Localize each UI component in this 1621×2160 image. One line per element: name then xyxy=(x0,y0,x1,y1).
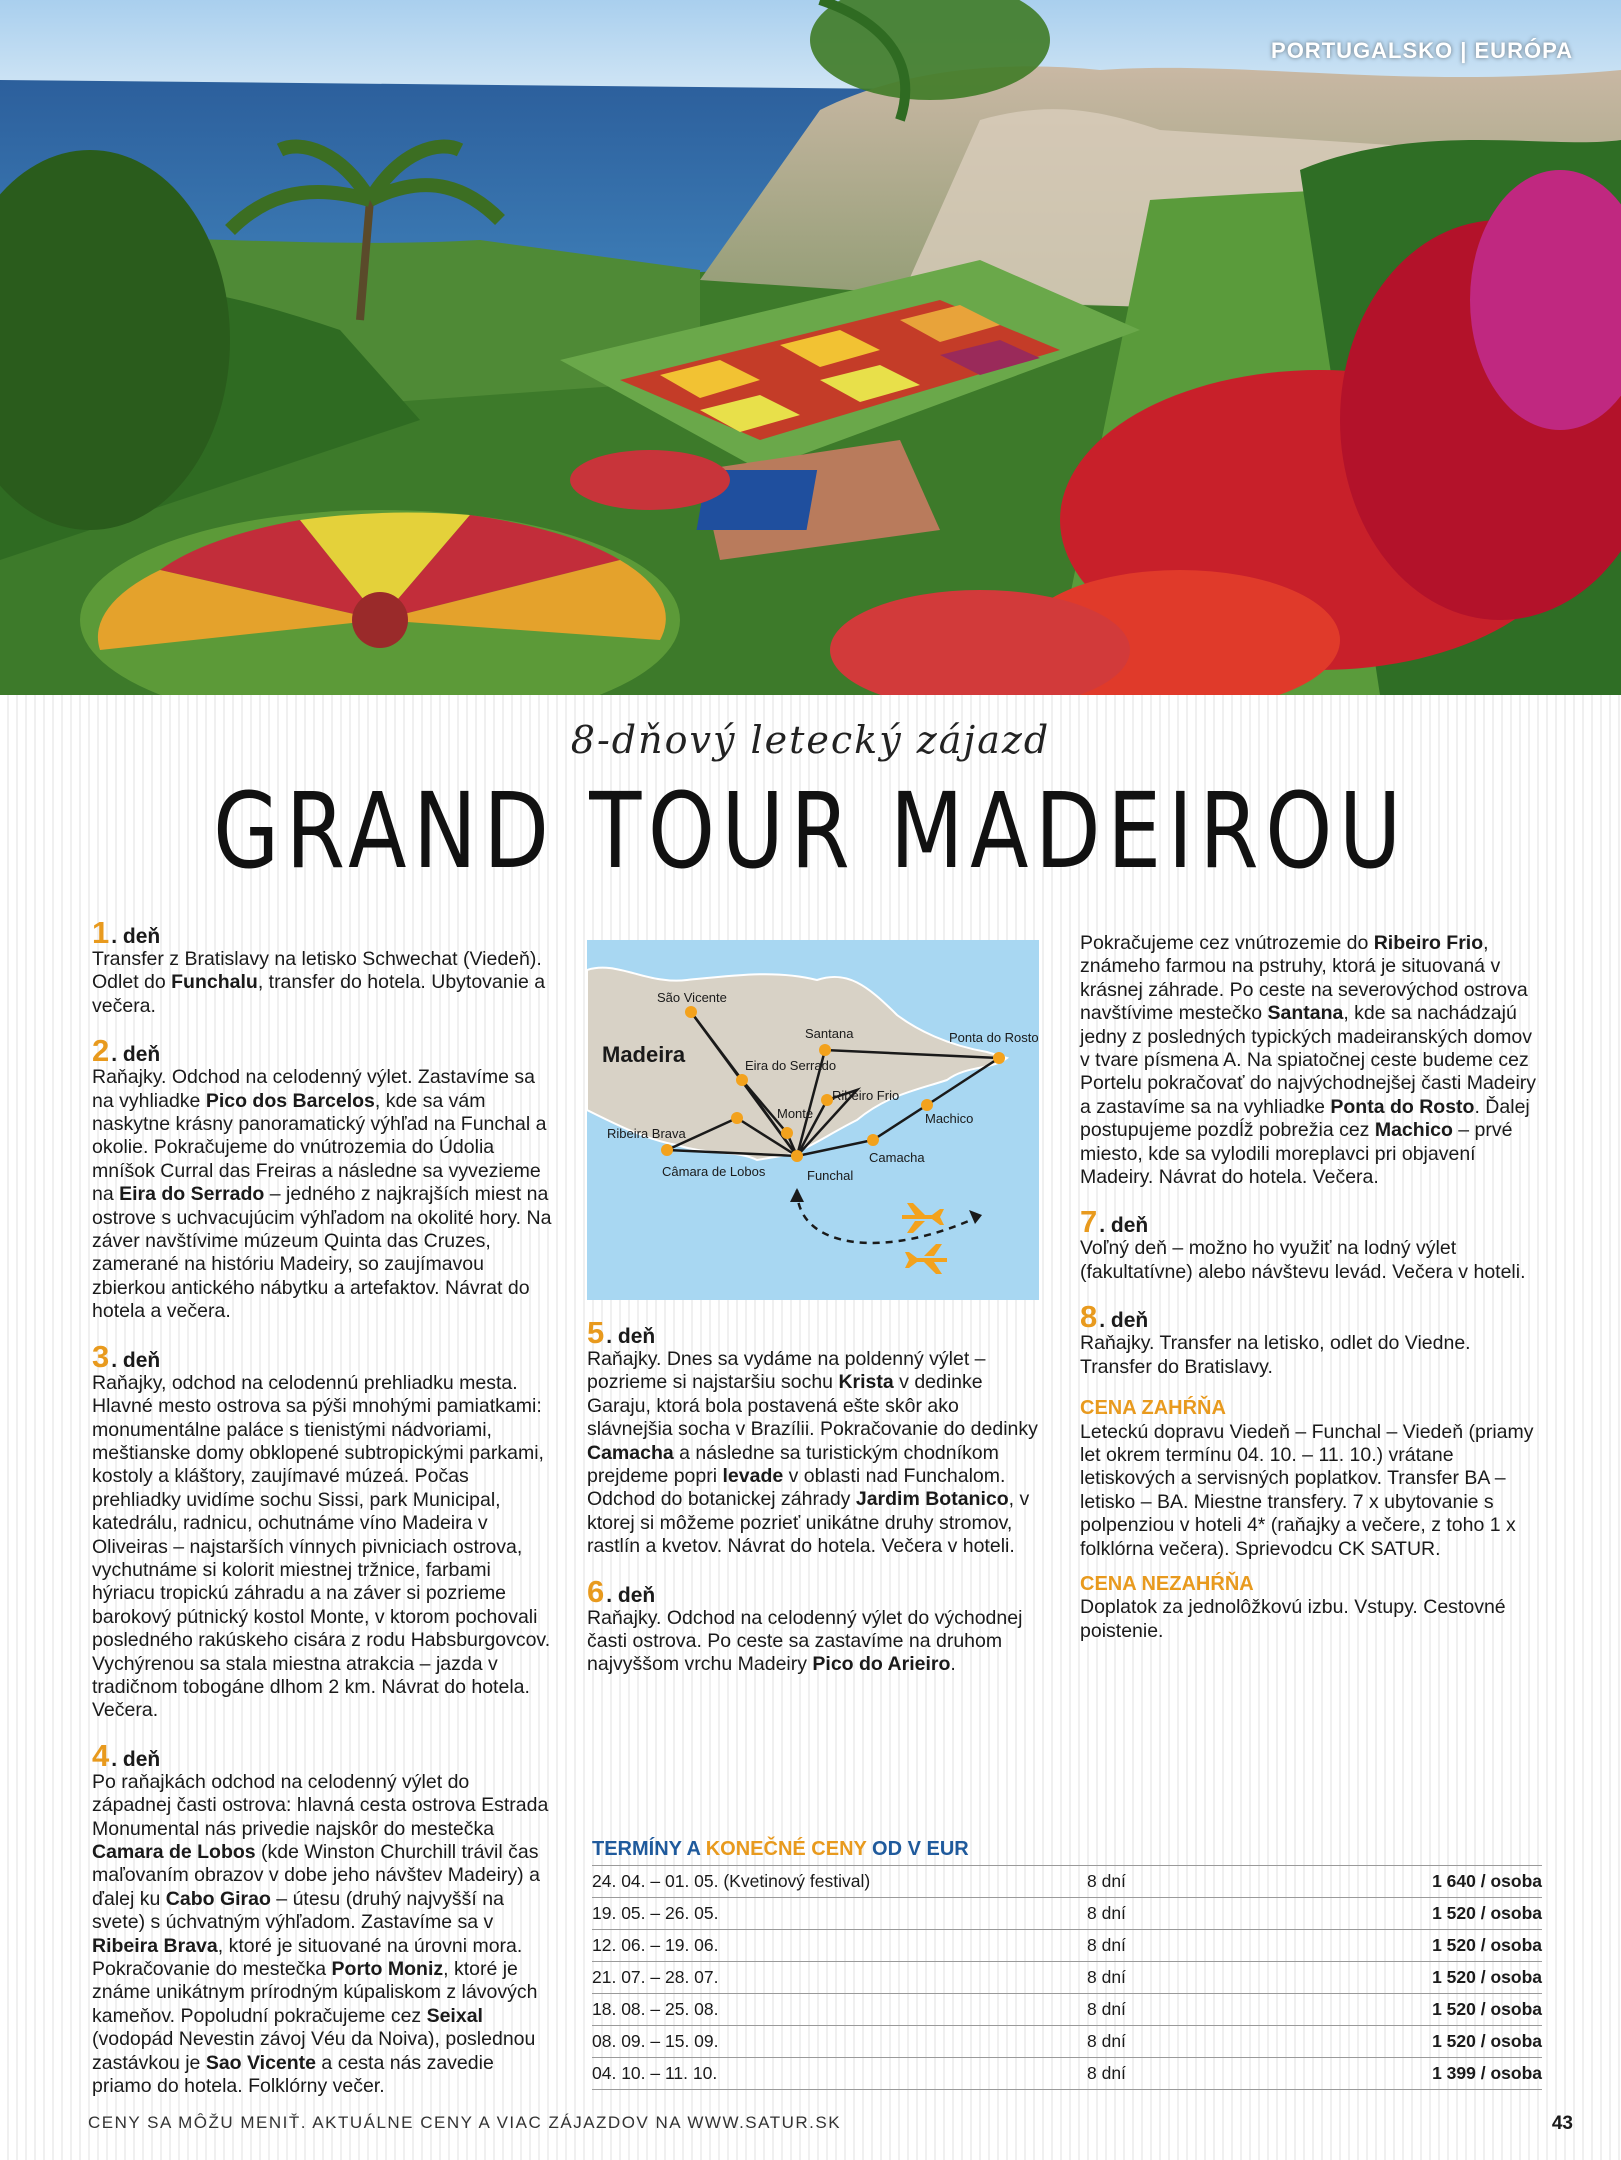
price-amount: 1 520 / osoba xyxy=(1287,1930,1542,1962)
label-camacha: Camacha xyxy=(869,1150,925,1165)
day-number: 8 xyxy=(1080,1299,1098,1335)
day-heading xyxy=(92,1033,552,1069)
place-highlight: Funchalu xyxy=(171,971,258,994)
price-duration: 8 dní xyxy=(1087,1898,1287,1930)
text-segment: v dedinke Garaju, ktorá bola postavená ešte skôr ako slávnejšia socha v Brazílii. Pokračovanie do dedinky xyxy=(587,1371,1038,1441)
column-right xyxy=(1080,932,1540,1643)
day-label: . deň xyxy=(606,1583,656,1607)
day-heading xyxy=(1080,1299,1540,1335)
day-heading xyxy=(92,1338,552,1374)
price-table-title xyxy=(592,1838,1542,1861)
price-row xyxy=(592,1930,1542,1962)
text-segment: , ktoré je známe unikátnym prírodným kúpaliskom z lávových kameňov. Popoludní pokračujeme cez xyxy=(92,1958,538,2027)
day-6-continued xyxy=(1080,932,1540,1189)
text-segment: Po raňajkách odchod na celodenný výlet do západnej časti ostrova: hlavná cesta ostrova Estrada Monumental nás privedie najskôr do mestečka xyxy=(92,1770,549,1840)
price-excludes-title: CENA NEZAHŔŇA xyxy=(1080,1572,1254,1595)
place-highlight: Pico dos Barcelos xyxy=(205,1089,375,1112)
text-segment: Pokračujeme cez vnútrozemie do xyxy=(1080,932,1374,954)
price-row xyxy=(592,1962,1542,1994)
price-date: 04. 10. – 11. 10. xyxy=(592,2058,1087,2090)
price-date: 12. 06. – 19. 06. xyxy=(592,1930,1087,1962)
price-row xyxy=(592,2026,1542,2058)
price-duration: 8 dní xyxy=(1087,1994,1287,2026)
day-text xyxy=(587,1607,1047,1677)
price-includes-text: Leteckú dopravu Viedeň – Funchal – Viedeň (priamy let okrem termínu 04. 10. – 11. 10.) vrátane letiskových a servisných poplatkov. Transfer BA – letisko – BA. Miestne transfery. 7 x ubytovanie s polpenziou v hoteli 4* (raňajky a večere, z toho 1 x folklórna večera). Sprievodcu CK SATUR. xyxy=(1080,1420,1534,1560)
text-segment: Raňajky. Transfer na letisko, odlet do Viedne. Transfer do Bratislavy. xyxy=(1080,1332,1471,1378)
price-excludes-text: Doplatok za jednolôžkovú izbu. Vstupy. Cestovné poistenie. xyxy=(1080,1596,1506,1642)
price-date: 21. 07. – 28. 07. xyxy=(592,1962,1087,1994)
day-text xyxy=(92,1066,552,1323)
day-text xyxy=(1080,932,1540,1189)
place-highlight: Camacha xyxy=(587,1441,674,1464)
day-heading xyxy=(1080,1204,1540,1240)
place-highlight: Eira do Serrado xyxy=(119,1183,265,1206)
day-label: . deň xyxy=(111,925,161,948)
day-heading xyxy=(587,1315,1047,1350)
text-segment: Transfer z Bratislavy na letisko Schwechat (Viedeň). Odlet do xyxy=(92,948,542,994)
place-highlight: Seixal xyxy=(426,2004,483,2027)
day-5 xyxy=(587,1315,1047,1559)
place-highlight: Ponta do Rosto xyxy=(1330,1095,1475,1118)
day-label: . deň xyxy=(1099,1214,1149,1238)
day-text xyxy=(92,1771,552,2099)
page-number: 43 xyxy=(1551,2113,1573,2134)
text-segment: – jedného z najkrajších miest na ostrove s uchvacujúcim výhľadom na okolité hory. Na záver navštívime múzeum Quinta das Cruzes, zamerané na históriu Madeiry, so zaujímavou zbierkou antického nábytku a artefaktov. Návrat do hotela a večera. xyxy=(92,1183,552,1323)
day-heading xyxy=(92,1737,552,1773)
day-text xyxy=(1080,1332,1540,1379)
point-ribeira-brava xyxy=(661,1144,673,1156)
day-text xyxy=(587,1348,1047,1559)
point-camara-de-lobos xyxy=(731,1112,743,1124)
label-camara-de-lobos: Câmara de Lobos xyxy=(662,1164,766,1179)
day-label: . deň xyxy=(606,1325,656,1348)
price-table xyxy=(592,1865,1542,2090)
day-heading xyxy=(92,915,552,950)
place-highlight: Machico xyxy=(1374,1119,1453,1142)
price-title-part-b: KONEČNÉ CENY xyxy=(705,1838,867,1860)
day-label: . deň xyxy=(111,1043,161,1067)
place-highlight: Ribeiro Frio xyxy=(1373,932,1484,954)
column-left xyxy=(92,915,552,2116)
price-date: 24. 04. – 01. 05. (Kvetinový festival) xyxy=(592,1866,1087,1898)
garden-photo-illustration xyxy=(0,0,1621,695)
route-map xyxy=(587,940,1039,1300)
price-title-part-c: OD V EUR xyxy=(866,1838,969,1860)
point-ponta-do-rosto xyxy=(993,1052,1005,1064)
price-amount: 1 520 / osoba xyxy=(1287,2026,1542,2058)
day-label: . deň xyxy=(1099,1309,1149,1333)
day-1 xyxy=(92,915,552,1018)
place-highlight: Pico do Arieiro xyxy=(812,1653,951,1676)
text-segment: Raňajky. Dnes sa vydáme na poldenný výlet – pozrieme si najstaršiu sochu xyxy=(587,1348,986,1394)
price-amount: 1 399 / osoba xyxy=(1287,2058,1542,2090)
text-segment: v oblasti nad Funchalom. Odchod do botanickej záhrady xyxy=(587,1465,1006,1511)
label-ribeiro-frio: Ribeiro Frio xyxy=(832,1088,900,1103)
place-highlight: levade xyxy=(722,1465,784,1488)
point-funchal xyxy=(791,1150,803,1162)
day-number: 4 xyxy=(92,1737,110,1773)
text-segment: . Ďalej postupujeme pozdĺž pobrežia cez xyxy=(1080,1095,1530,1142)
column-middle xyxy=(587,1315,1047,1695)
day-7 xyxy=(1080,1204,1540,1284)
map-island-label: Madeira xyxy=(602,1042,686,1067)
price-amount: 1 520 / osoba xyxy=(1287,1994,1542,2026)
day-2 xyxy=(92,1033,552,1323)
day-number: 3 xyxy=(92,1338,110,1374)
text-segment: a následne sa turistickým chodníkom prejdeme popri xyxy=(587,1441,999,1488)
text-segment: , v ktorej si môžeme pozrieť unikátne druhy stromov, rastlín a kvetov. Návrat do hotela. Večera v hoteli. xyxy=(587,1488,1030,1558)
place-highlight: Santana xyxy=(1267,1002,1344,1025)
price-duration: 8 dní xyxy=(1087,2026,1287,2058)
madeira-map-svg xyxy=(587,940,1039,1300)
day-label: . deň xyxy=(111,1348,161,1372)
day-6 xyxy=(587,1573,1047,1677)
text-segment: a cesta nás zavedie priamo do hotela. Folklórny večer. xyxy=(92,2051,494,2098)
tour-subtitle: 8-dňový letecký zájazd xyxy=(570,718,1051,762)
text-segment: Raňajky, odchod na celodennú prehliadku mesta. Hlavné mesto ostrova sa pýši mnohými pamiatkami: monumentálne paláce s tienistými nádvoriami, meštianske domy obklopené subtropickými parkami, kostoly a kláštory, zaujímavé múzeá. Počas prehliadky uvidíme sochu Sissi, park Municipal, katedrálu, radnicu, ochutnáme víno Madeira v Oliveiras – najstarších vínnych pivniciach ostrova, vychutnáme si kolorit miestnej tržnice, farbami hýriacu tropickú záhradu a na záver si pozrieme barokový pútnický kostol Monte, v ktorom pochovali posledného rakúskeho cisára z rodu Habsburgovcov. Vychýrenou sa stala miestna atrakcia – jazda v tradičnom tobogáne dlhom 2 km. Návrat do hotela. Večera. xyxy=(92,1371,551,1722)
text-segment: , transfer do hotela. Ubytovanie a večera. xyxy=(92,971,546,1017)
price-duration: 8 dní xyxy=(1087,1962,1287,1994)
text-segment: (kde Winston Churchill trávil čas maľovaním obrazov v dobe jeho návštev Madeiry) a ďalej ku xyxy=(92,1841,540,1910)
price-date: 08. 09. – 15. 09. xyxy=(592,2026,1087,2058)
text-segment: – útesu (druhý najvyšší na svete) s úchvatným výhľadom. Zastavíme sa v xyxy=(92,1887,504,1934)
price-table-section xyxy=(592,1838,1542,2090)
place-highlight: Krista xyxy=(838,1371,894,1394)
footer-note: CENY SA MÔŽU MENIŤ. AKTUÁLNE CENY A VIAC ZÁJAZDOV NA WWW.SATUR.SK xyxy=(88,2113,842,2132)
text-segment: Raňajky. Odchod na celodenný výlet do východnej časti ostrova. Po ceste sa zastavíme na druhom najvyššom vrchu Madeiry xyxy=(587,1606,1023,1676)
label-sao-vicente: São Vicente xyxy=(657,990,727,1005)
text-segment: , známeho farmou na pstruhy, ktorá je situovaná v krásnej záhrade. Po ceste na severovýchod ostrova navštívime mestečko xyxy=(1080,932,1528,1025)
point-eira-do-serrado xyxy=(736,1074,748,1086)
text-segment: , kde sa nachádzajú jedny z posledných typických madeiranských domov v tvare písmena A. Na spiatočnej ceste budeme cez Portelu pokračovať do najvýchodnejšej časti Madeiry a zastavíme sa na vyhliadke xyxy=(1080,1002,1537,1118)
place-highlight: Jardim Botanico xyxy=(855,1488,1009,1511)
day-number: 2 xyxy=(92,1033,110,1069)
point-santana xyxy=(819,1044,831,1056)
label-ribeira-brava: Ribeira Brava xyxy=(607,1126,686,1141)
day-4 xyxy=(92,1737,552,2099)
text-segment: Voľný deň – možno ho využiť na lodný výlet (fakultatívne) alebo návštevu levád. Večera v hoteli. xyxy=(1080,1237,1526,1283)
day-text xyxy=(92,948,552,1018)
text-segment: – prvé miesto, kde sa vylodili moreplavci pri objavení Madeiry. Návrat do hotela. Večera. xyxy=(1080,1119,1513,1189)
place-highlight: Cabo Girao xyxy=(165,1887,271,1910)
price-duration: 8 dní xyxy=(1087,1866,1287,1898)
text-segment: (vodopád Nevestin závoj Véu da Noiva), poslednou zastávkou je xyxy=(92,2028,536,2074)
price-duration: 8 dní xyxy=(1087,2058,1287,2090)
day-number: 5 xyxy=(587,1315,605,1350)
day-number: 1 xyxy=(92,915,110,950)
price-title-part-a: TERMÍNY A xyxy=(592,1838,706,1860)
price-row xyxy=(592,1898,1542,1930)
label-santana: Santana xyxy=(805,1026,854,1041)
price-date: 19. 05. – 26. 05. xyxy=(592,1898,1087,1930)
label-monte: Monte xyxy=(777,1106,814,1121)
price-row xyxy=(592,1994,1542,2026)
place-highlight: Sao Vicente xyxy=(205,2051,317,2074)
text-segment: . xyxy=(950,1653,956,1676)
place-highlight: Camara de Lobos xyxy=(92,1841,256,1863)
label-ponta-do-rosto: Ponta do Rosto xyxy=(949,1030,1039,1045)
price-duration: 8 dní xyxy=(1087,1930,1287,1962)
day-heading xyxy=(587,1573,1047,1609)
tour-title: GRAND TOUR MADEIROU xyxy=(213,770,1408,892)
place-highlight: Porto Moniz xyxy=(331,1958,444,1981)
hero-photo xyxy=(0,0,1621,695)
price-row xyxy=(592,1866,1542,1898)
day-text xyxy=(1080,1237,1540,1284)
point-camacha xyxy=(867,1134,879,1146)
text-segment: , kde sa vám naskytne krásny panoramatický výhľad na Funchal a okolie. Pokračujeme do vnútrozemia do Údolia mníšok Curral das Freiras a následne sa vyvezieme na xyxy=(92,1089,547,1206)
region-tag: PORTUGALSKO | EURÓPA xyxy=(1271,38,1573,63)
place-highlight: Ribeira Brava xyxy=(92,1934,218,1957)
point-sao-vicente xyxy=(685,1006,697,1018)
day-text xyxy=(92,1372,552,1723)
text-segment: , ktoré je situované na úrovni mora. Pokračovanie do mestečka xyxy=(92,1934,523,1981)
price-amount: 1 520 / osoba xyxy=(1287,1962,1542,1994)
price-amount: 1 520 / osoba xyxy=(1287,1898,1542,1930)
day-label: . deň xyxy=(111,1747,161,1771)
price-amount: 1 640 / osoba xyxy=(1287,1866,1542,1898)
day-number: 7 xyxy=(1080,1204,1098,1240)
label-machico: Machico xyxy=(925,1111,974,1126)
price-row xyxy=(592,2058,1542,2090)
day-3 xyxy=(92,1338,552,1723)
day-number: 6 xyxy=(587,1573,605,1609)
label-funchal: Funchal xyxy=(807,1168,854,1183)
price-includes-title: CENA ZAHŔŇA xyxy=(1080,1397,1226,1420)
day-8 xyxy=(1080,1299,1540,1379)
label-eira-do-serrado: Eira do Serrado xyxy=(745,1058,837,1073)
point-monte xyxy=(781,1127,793,1139)
point-machico xyxy=(921,1099,933,1111)
text-segment: Raňajky. Odchod na celodenný výlet. Zastavíme sa na vyhliadke xyxy=(92,1066,535,1112)
price-date: 18. 08. – 25. 08. xyxy=(592,1994,1087,2026)
